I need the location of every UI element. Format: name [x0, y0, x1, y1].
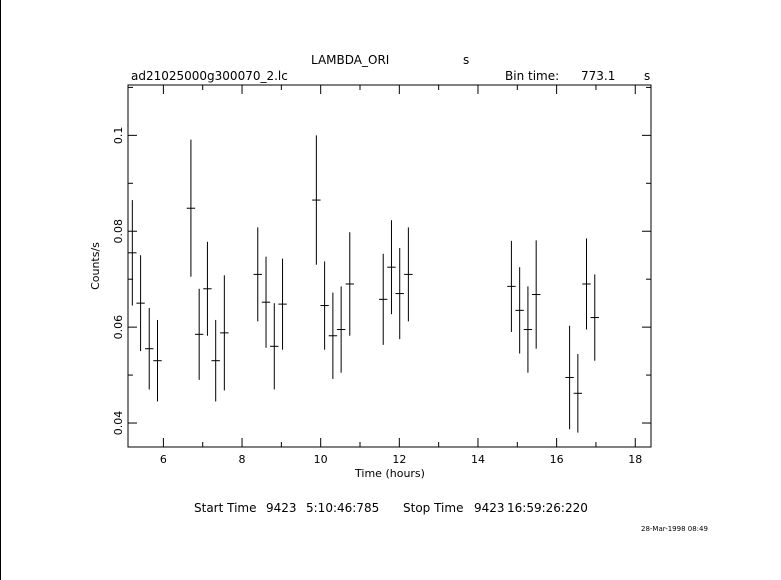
y-tick-label: 0.04 — [112, 410, 125, 436]
bin-time-unit: s — [644, 69, 651, 83]
timestamp-stamp: 28-Mar-1998 08:49 — [641, 525, 708, 533]
file-name: ad21025000g300070_2.lc — [131, 69, 288, 83]
bin-time-label: Bin time: — [505, 69, 560, 83]
x-axis-label: Time (hours) — [355, 467, 425, 480]
x-tick-label: 6 — [159, 453, 167, 466]
y-tick-label: 0.1 — [112, 126, 125, 145]
start-time-label: Start Time — [194, 501, 257, 515]
x-tick-label: 8 — [238, 453, 246, 466]
tick-labels — [112, 127, 642, 466]
y-tick-label: 0.08 — [112, 218, 125, 244]
x-tick-label: 18 — [628, 453, 643, 466]
stop-time-value: 16:59:26:220 — [507, 501, 588, 515]
y-axis-label: Counts/s — [89, 242, 102, 290]
object-name: LAMBDA_ORI — [311, 53, 390, 67]
start-time-value: 5:10:46:785 — [306, 501, 380, 515]
x-tick-label: 16 — [549, 453, 564, 466]
data-points — [128, 135, 599, 432]
x-tick-label: 12 — [392, 453, 407, 466]
y-tick-label: 0.06 — [112, 314, 125, 340]
bin-time-value: 773.1 — [581, 69, 616, 83]
x-tick-label: 10 — [313, 453, 328, 466]
plot-frame — [128, 85, 651, 447]
axis-ticks — [128, 85, 651, 447]
stop-time-label: Stop Time — [403, 501, 464, 515]
start-day: 9423 — [266, 501, 297, 515]
object-unit: s — [463, 53, 470, 67]
stop-day: 9423 — [474, 501, 505, 515]
x-tick-label: 14 — [470, 453, 485, 466]
